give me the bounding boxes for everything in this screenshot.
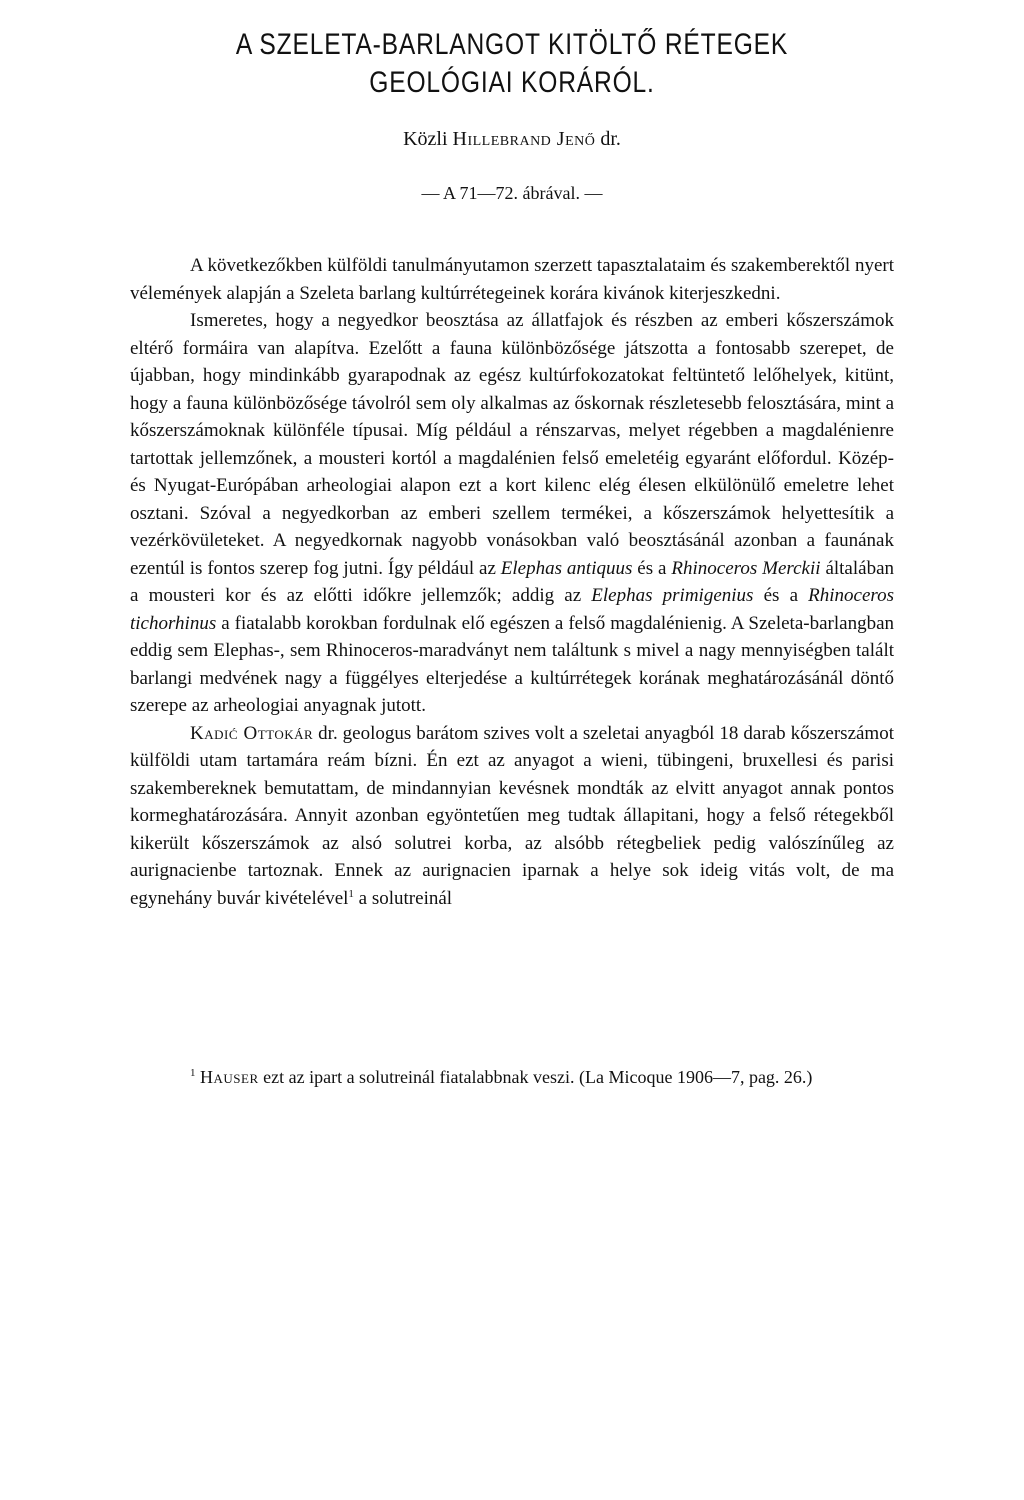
- paragraph-2-text-c: a fiatalabb korokban fordulnak elő egészen a felső magdalénienig. A Szeleta-barlangban eddig sem Elephas-, sem Rhinoceros-maradványt nem találtunk s mivel a nagy mennyiségben talált barlangi medvének nagy a függélyes elterjedése a kultúrrétegek korának meghatározásánál döntő szerepe az arheologiai anyagnak jutott.: [130, 612, 895, 716]
- footnote-text: ezt az ipart a solutreinál fiatalabbnak veszi. (La Micoque 1906—7, pag. 26.): [263, 1067, 813, 1087]
- footnote-reference[interactable]: 1: [348, 887, 354, 900]
- paragraph-2: [130, 307, 894, 720]
- article-title-line-2: GEOLÓGIAI KORÁRÓL.: [369, 66, 655, 99]
- species-name: Elephas primigenius: [591, 585, 754, 606]
- article-body: [130, 252, 894, 912]
- species-name: Rhinoceros tichorhinus: [130, 585, 895, 634]
- person-name: Kadić Ottokár: [190, 722, 314, 744]
- paragraph-3: [130, 720, 894, 913]
- byline-prefix: Közli: [403, 128, 448, 150]
- species-name: Elephas antiquus: [500, 557, 633, 579]
- article-title-line-1: A SZELETA-BARLANGOT KITÖLTŐ RÉTEGEK: [235, 28, 789, 61]
- figures-note: — A 71—72. ábrával. —: [421, 183, 603, 203]
- footnote-author: Hauser: [200, 1067, 259, 1087]
- connector-text: és a: [763, 585, 799, 606]
- author-byline: [130, 128, 894, 151]
- connector-text: és a: [637, 557, 667, 579]
- paragraph-2-text-b: általában a mousteri kor és az előtti időkre jellemzők; addig az: [130, 557, 895, 606]
- species-name: Rhinoceros Merckii: [671, 557, 821, 579]
- paragraph-2-text-a: Ismeretes, hogy a negyedkor beosztása az állatfajok és részben az emberi kőszerszámok eltérő formáira van alapítva. Ezelőtt a fauna különbözősége játszotta a fontosabb szerepet, de újabban, hogy mindinkább gyarapodnak az egész kultúrfokozatokat feltüntető lelőhelyek, kitünt, hogy a fauna különbözősége távolról sem oly alkalmas az őskornak részletesebb felosztására, mint a kőszerszámoknak különféle típusai. Míg például a rénszarvas, melyet régebben a magdalénienre tartottak jellemzőnek, a mousteri kortól a magdalénien felső emeletéig egyaránt előfordul. Közép- és Nyugat-Európában arheologiai alapon ezt a kort kilenc elég élesen elkülönülő emeletre lehet osztani. Szóval a negyedkorban az emberi szellem termékei, a kőszerszámok helyettesítik a vezérkövületeket. A negyedkornak nagyobb vonásokban való beosztásánál azonban a faunának ezentúl is fontos szerep fog jutni. Így például az: [130, 310, 894, 579]
- paragraph-3-end: a solutreinál: [358, 887, 453, 909]
- author-name: Hillebrand Jenő: [452, 128, 596, 150]
- paragraph-1: A következőkben külföldi tanulmányutamon szerzett tapasztalataim és szakemberektől nyert vélemények alapján a Szeleta barlang kultúrrétegeinek korára kivánok kiterjeszkedni.: [130, 255, 894, 304]
- footnote-marker: 1: [190, 1067, 196, 1079]
- byline-suffix: dr.: [600, 128, 621, 150]
- footnote: [130, 1064, 894, 1091]
- paragraph-3-text: dr. geologus barátom szives volt a szeletai anyagból 18 darab kőszerszámot külföldi utam tartamára reám bízni. Én ezt az anyagot a wieni, tübingeni, bruxellesi és parisi szakembereknek bemutattam, de mindannyian kevésnek mondták az elvitt anyagot annak pontos kormeghatározására. Annyit azonban egyöntetűen meg tudtak állapitani, hogy a felső rétegekből kikerült kőszerszámok az alsó solutrei korba, az alsóbb rétegbeliek pedig valószínűleg az aurignacienbe tartoznak. Ennek az aurignacien iparnak a helye sok ideig vitás volt, de ma egynehány buvár kivételével: [130, 722, 894, 909]
